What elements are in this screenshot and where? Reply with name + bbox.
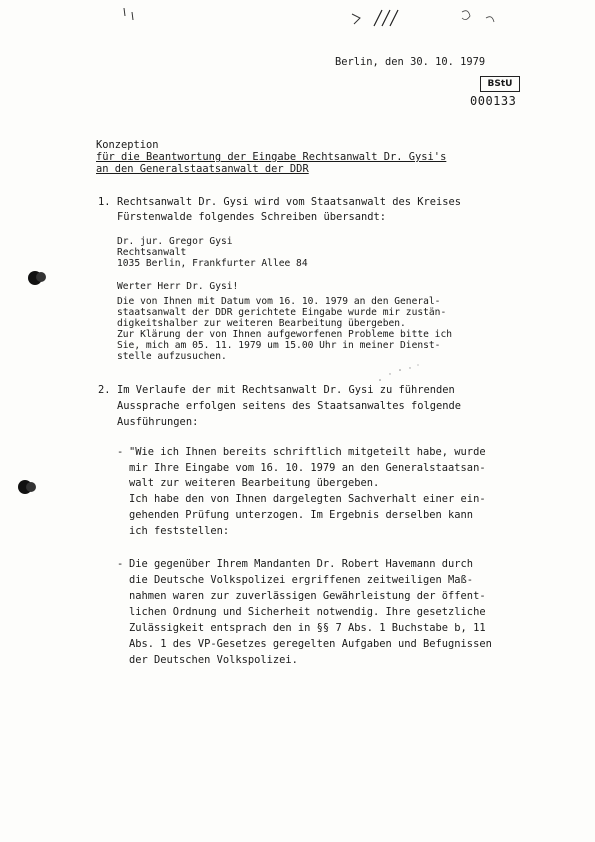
letter-body-5: Sie, mich am 05. 11. 1979 um 15.00 Uhr in meiner Dienst-	[117, 340, 441, 351]
paragraph-line-4: lichen Ordnung und Sicherheit notwendig. Ihre gesetzliche	[129, 606, 486, 618]
letter-body-4: Zur Klärung der von Ihnen aufgeworfenen Probleme bitte ich	[117, 329, 453, 340]
quote-line-6: ich feststellen:	[129, 525, 230, 537]
section-2-number: 2.	[98, 384, 111, 396]
paragraph-line-7: der Deutschen Volkspolizei.	[129, 654, 298, 666]
paragraph-line-3: nahmen waren zur zuverlässigen Gewährleistung der öffent-	[129, 590, 486, 602]
section-2-intro-3: Ausführungen:	[117, 416, 199, 428]
quote-line-2: mir Ihre Eingabe vom 16. 10. 1979 an den Generalstaatsan-	[129, 462, 486, 474]
handwritten-marks	[110, 4, 510, 30]
stamp-label: BStU	[480, 76, 520, 92]
address-line-1: Dr. jur. Gregor Gysi	[117, 236, 233, 247]
bullet-2: -	[117, 558, 124, 570]
address-line-2: Rechtsanwalt	[117, 247, 187, 258]
bullet-1: -	[117, 446, 124, 458]
scan-noise	[370, 360, 430, 390]
section-1-number: 1.	[98, 196, 111, 208]
paragraph-line-5: Zulässigkeit entsprach den in §§ 7 Abs. 1 Buchstabe b, 11	[129, 622, 486, 634]
section-1-intro-2: Fürstenwalde folgendes Schreiben übersandt:	[117, 211, 386, 223]
letter-body-2: staatsanwalt der DDR gerichtete Eingabe wurde mir zustän-	[117, 307, 447, 318]
quote-line-1: "Wie ich Ihnen bereits schriftlich mitgeteilt habe, wurde	[129, 446, 486, 458]
letter-body-3: digkeitshalber zur weiteren Bearbeitung übergeben.	[117, 318, 406, 329]
section-2-intro-2: Aussprache erfolgen seitens des Staatsanwaltes folgende	[117, 400, 462, 412]
archive-stamp	[470, 76, 526, 120]
paragraph-line-6: Abs. 1 des VP-Gesetzes geregelten Aufgaben und Befugnissen	[129, 638, 492, 650]
date-line: Berlin, den 30. 10. 1979	[335, 56, 486, 68]
quote-line-3: walt zur weiteren Bearbeitung übergeben.	[129, 477, 380, 489]
punch-hole-top-2	[36, 272, 46, 282]
letter-body-6: stelle aufzusuchen.	[117, 351, 227, 362]
stamp-number: 000133	[470, 94, 517, 108]
address-line-3: 1035 Berlin, Frankfurter Allee 84	[117, 258, 308, 269]
quote-line-5: gehenden Prüfung unterzogen. Im Ergebnis derselben kann	[129, 509, 474, 521]
salutation: Werter Herr Dr. Gysi!	[117, 281, 239, 292]
title-line-1: Konzeption	[96, 139, 159, 151]
letter-body-1: Die von Ihnen mit Datum vom 16. 10. 1979 an den General-	[117, 296, 441, 307]
quote-line-4: Ich habe den von Ihnen dargelegten Sachverhalt einer ein-	[129, 493, 486, 505]
title-line-3: an den Generalstaatsanwalt der DDR	[96, 163, 309, 175]
section-2-intro-1: Im Verlaufe der mit Rechtsanwalt Dr. Gysi zu führenden	[117, 384, 455, 396]
punch-hole-bottom-2	[26, 482, 36, 492]
paragraph-line-2: die Deutsche Volkspolizei ergriffenen zeitweiligen Maß-	[129, 574, 474, 586]
section-1-intro-1: Rechtsanwalt Dr. Gysi wird vom Staatsanwalt des Kreises	[117, 196, 462, 208]
paragraph-line-1: Die gegenüber Ihrem Mandanten Dr. Robert Havemann durch	[129, 558, 474, 570]
title-line-2: für die Beantwortung der Eingabe Rechtsanwalt Dr. Gysi's	[96, 151, 447, 163]
